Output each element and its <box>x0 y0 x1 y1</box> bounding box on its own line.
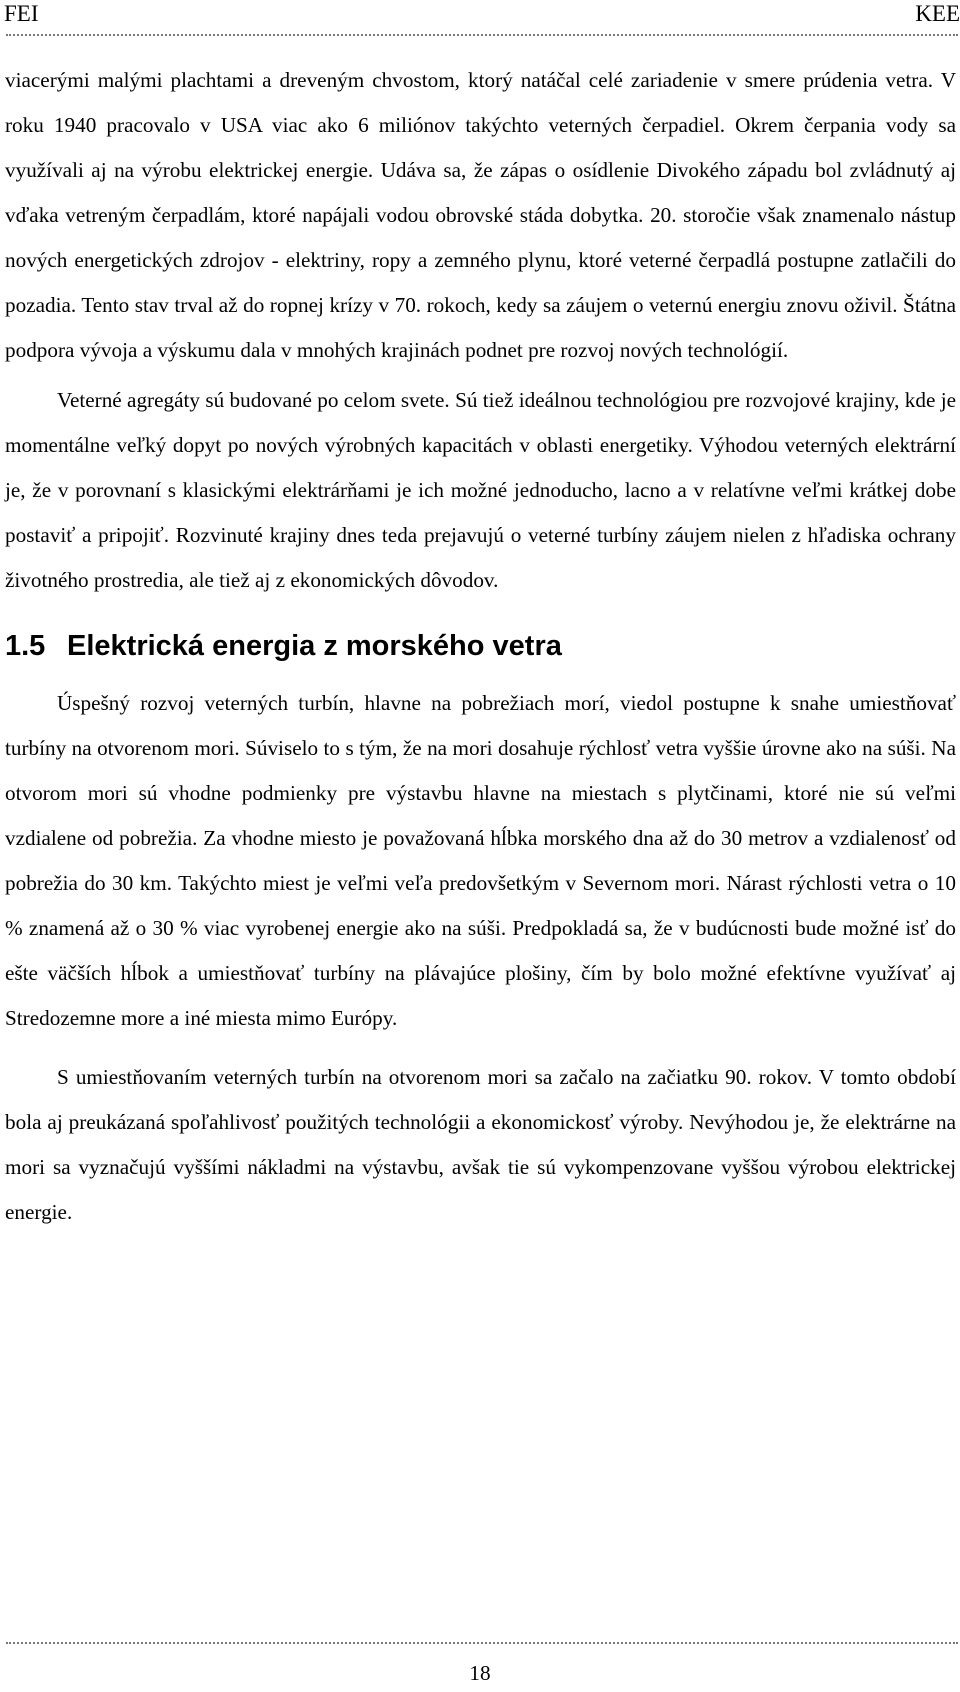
section-title: Elektrická energia z morského vetra <box>67 630 562 662</box>
header-divider <box>6 34 958 36</box>
paragraph-offshore-development: Úspešný rozvoj veterných turbín, hlavne na pobrežiach morí, viedol postupne k snahe umiestňovať turbíny na otvorenom mori. Súviselo to s tým, že na mori dosahuje rýchlosť vetra vyššie úrovne ako na súši. Na otvorom mori sú vhodne podmienky pre výstavbu hlavne na miestach s plytčinami, ktoré nie sú veľmi vzdialene od pobrežia. Za vhodne miesto je považovaná hĺbka morského dna až do 30 metrov a vzdialenosť od pobrežia do 30 km. Takýchto miest je veľmi veľa predovšetkým v Severnom mori. Nárast rýchlosti vetra o 10 % znamená až o 30 % viac vyrobenej energie ako na súši. Predpokladá sa, že v budúcnosti bude možné isť do ešte väčších hĺbok a umiestňovať turbíny na plávajúce plošiny, čím by bolo možné efektívne využívať aj Stredozemne more a iné miesta mimo Európy. <box>5 691 956 1030</box>
header-right-label: KEE <box>915 1 960 26</box>
section-number: 1.5 <box>5 630 46 662</box>
page-header <box>0 0 960 40</box>
header-left-label: FEI <box>4 1 39 26</box>
footer-divider <box>6 1642 958 1644</box>
paragraph-wind-turbines-worldwide: Veterné agregáty sú budované po celom svete. Sú tiež ideálnou technológiou pre rozvojové krajiny, kde je momentálne veľký dopyt po nových výrobných kapacitách v oblasti energetiky. Výhodou veterných elektrární je, že v porovnaní s klasickými elektrárňami je ich možné jednoducho, lacno a v relatívne veľmi krátkej dobe postaviť a pripojiť. Rozvinuté krajiny dnes teda prejavujú o veterné turbíny záujem nielen z hľadiska ochrany životného prostredia, ale tiež aj z ekonomických dôvodov. <box>5 388 956 592</box>
paragraph-offshore-history: S umiestňovaním veterných turbín na otvorenom mori sa začalo na začiatku 90. rokov. V tomto období bola aj preukázaná spoľahlivosť použitých technológii a ekonomickosť výroby. Nevýhodou je, že elektrárne na mori sa vyznačujú vyššími nákladmi na výstavbu, avšak tie sú vykompenzovane vyššou výrobou elektrickej energie. <box>5 1065 956 1224</box>
paragraph-continuation: viacerými malými plachtami a dreveným chvostom, ktorý natáčal celé zariadenie v smere prúdenia vetra. V roku 1940 pracovalo v USA viac ako 6 miliónov takýchto veterných čerpadiel. Okrem čerpania vody sa využívali aj na výrobu elektrickej energie. Udáva sa, že zápas o osídlenie Divokého západu bol zvládnutý aj vďaka vetreným čerpadlám, ktoré napájali vodou obrovské stáda dobytka. 20. storočie však znamenalo nástup nových energetických zdrojov - elektriny, ropy a zemného plynu, ktoré veterné čerpadlá postupne zatlačili do pozadia. Tento stav trval až do ropnej krízy v 70. rokoch, kedy sa záujem o veternú energiu znovu oživil. Štátna podpora vývoja a výskumu dala v mnohých krajinách podnet pre rozvoj nových technológií. <box>5 68 956 362</box>
page-number: 18 <box>469 1661 491 1685</box>
page-body <box>5 58 956 1235</box>
section-heading <box>5 621 956 671</box>
